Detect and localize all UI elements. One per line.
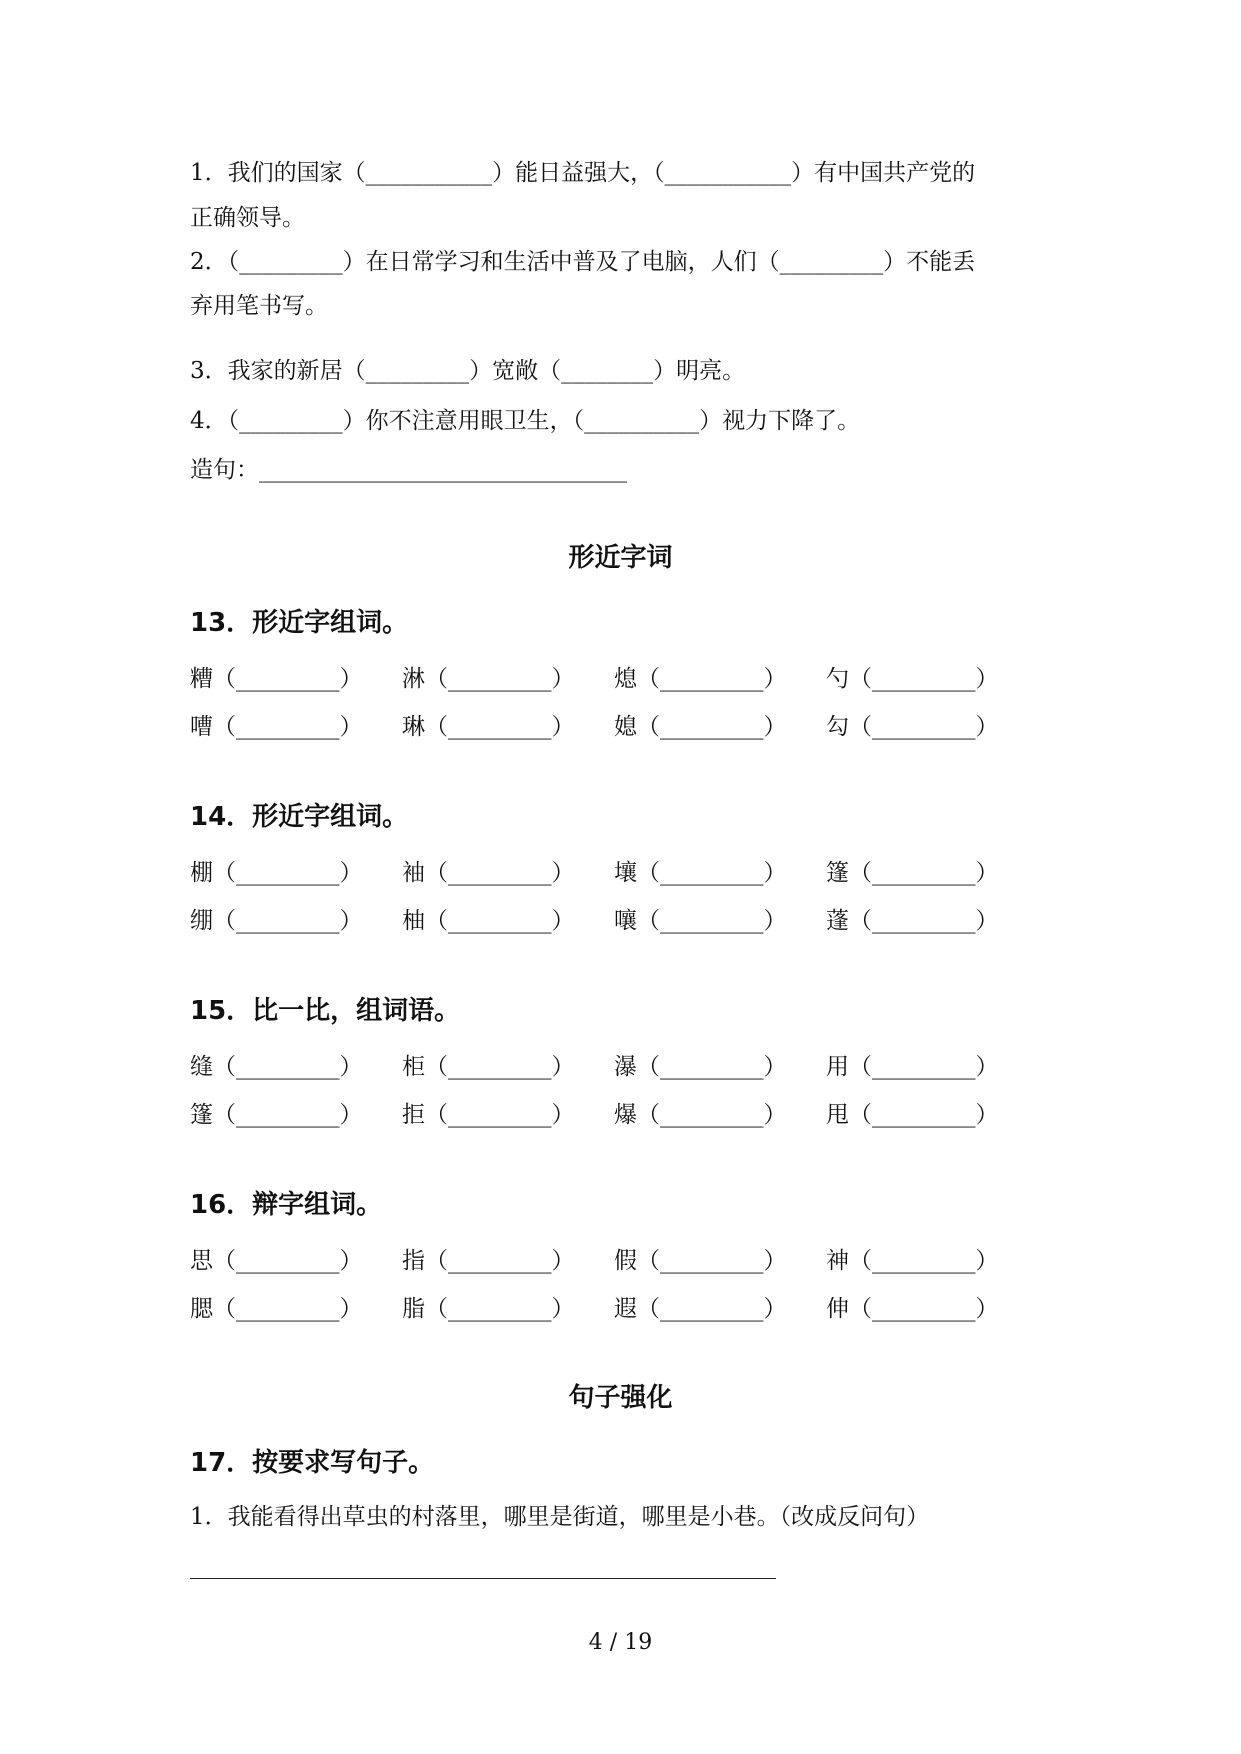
section-title: 句子强化 <box>568 1383 673 1413</box>
word-cell: 柜（_________） <box>402 1054 575 1080</box>
word-row <box>190 1246 1020 1276</box>
word-cell: 甩（_________） <box>826 1102 999 1128</box>
word-cell: 绷（_________） <box>190 908 363 934</box>
word-cell: 假（_________） <box>614 1248 787 1274</box>
text-line: 4．（_________）你不注意用眼卫生，（__________）视力下降了。 <box>190 408 861 434</box>
word-row <box>190 1052 1020 1082</box>
section-title: 形近字词 <box>568 543 673 573</box>
word-cell: 缝（_________） <box>190 1054 363 1080</box>
word-row <box>190 858 1020 888</box>
word-row <box>190 906 1020 936</box>
question-title: 16．辩字组词。 <box>190 1190 383 1220</box>
question-title: 14．形近字组词。 <box>190 802 409 832</box>
word-row <box>190 664 1020 694</box>
page-number: 4 / 19 <box>588 1630 653 1655</box>
text-line: 1．我们的国家（___________）能日益强大，（___________）有中国共产党的 <box>190 160 976 186</box>
text-line: 2．（_________）在日常学习和生活中普及了电脑，人们（_________）不能丢 <box>190 249 976 275</box>
question-title: 15．比一比，组词语。 <box>190 996 461 1026</box>
word-cell: 嚷（_________） <box>614 908 787 934</box>
text-line: 正确领导。 <box>190 205 305 231</box>
word-cell: 用（_________） <box>826 1054 999 1080</box>
word-cell: 篷（_________） <box>826 860 999 886</box>
word-cell: 瀑（_________） <box>614 1054 787 1080</box>
word-cell: 蓬（_________） <box>826 908 999 934</box>
word-cell: 拒（_________） <box>402 1102 575 1128</box>
text-line: 1．我能看得出草虫的村落里，哪里是街道，哪里是小巷。（改成反问句） <box>190 1504 930 1530</box>
word-cell: 袖（_________） <box>402 860 575 886</box>
word-cell: 琳（_________） <box>402 714 575 740</box>
word-cell: 伸（_________） <box>826 1296 999 1322</box>
word-cell: 媳（_________） <box>614 714 787 740</box>
word-cell: 神（_________） <box>826 1248 999 1274</box>
word-cell: 爆（_________） <box>614 1102 787 1128</box>
word-cell: 勺（_________） <box>826 666 999 692</box>
word-cell: 熄（_________） <box>614 666 787 692</box>
word-row <box>190 1100 1020 1130</box>
word-cell: 勾（_________） <box>826 714 999 740</box>
word-cell: 壤（_________） <box>614 860 787 886</box>
text-line: 3．我家的新居（_________）宽敞（________）明亮。 <box>190 358 746 384</box>
word-cell: 遐（_________） <box>614 1296 787 1322</box>
text-line: 弃用笔书写。 <box>190 293 328 319</box>
word-cell: 棚（_________） <box>190 860 363 886</box>
word-cell: 腮（_________） <box>190 1296 363 1322</box>
word-cell: 淋（_________） <box>402 666 575 692</box>
word-cell: 糟（_________） <box>190 666 363 692</box>
word-cell: 指（_________） <box>402 1248 575 1274</box>
word-cell: 思（_________） <box>190 1248 363 1274</box>
word-cell: 脂（_________） <box>402 1296 575 1322</box>
question-title: 17．按要求写句子。 <box>190 1448 435 1478</box>
word-cell: 柚（_________） <box>402 908 575 934</box>
answer-line <box>190 1578 776 1579</box>
word-cell: 篷（_________） <box>190 1102 363 1128</box>
word-row <box>190 1294 1020 1324</box>
sentence-making-line: 造句：________________________________ <box>190 457 627 483</box>
word-row <box>190 712 1020 742</box>
word-cell: 嘈（_________） <box>190 714 363 740</box>
question-title: 13．形近字组词。 <box>190 608 409 638</box>
